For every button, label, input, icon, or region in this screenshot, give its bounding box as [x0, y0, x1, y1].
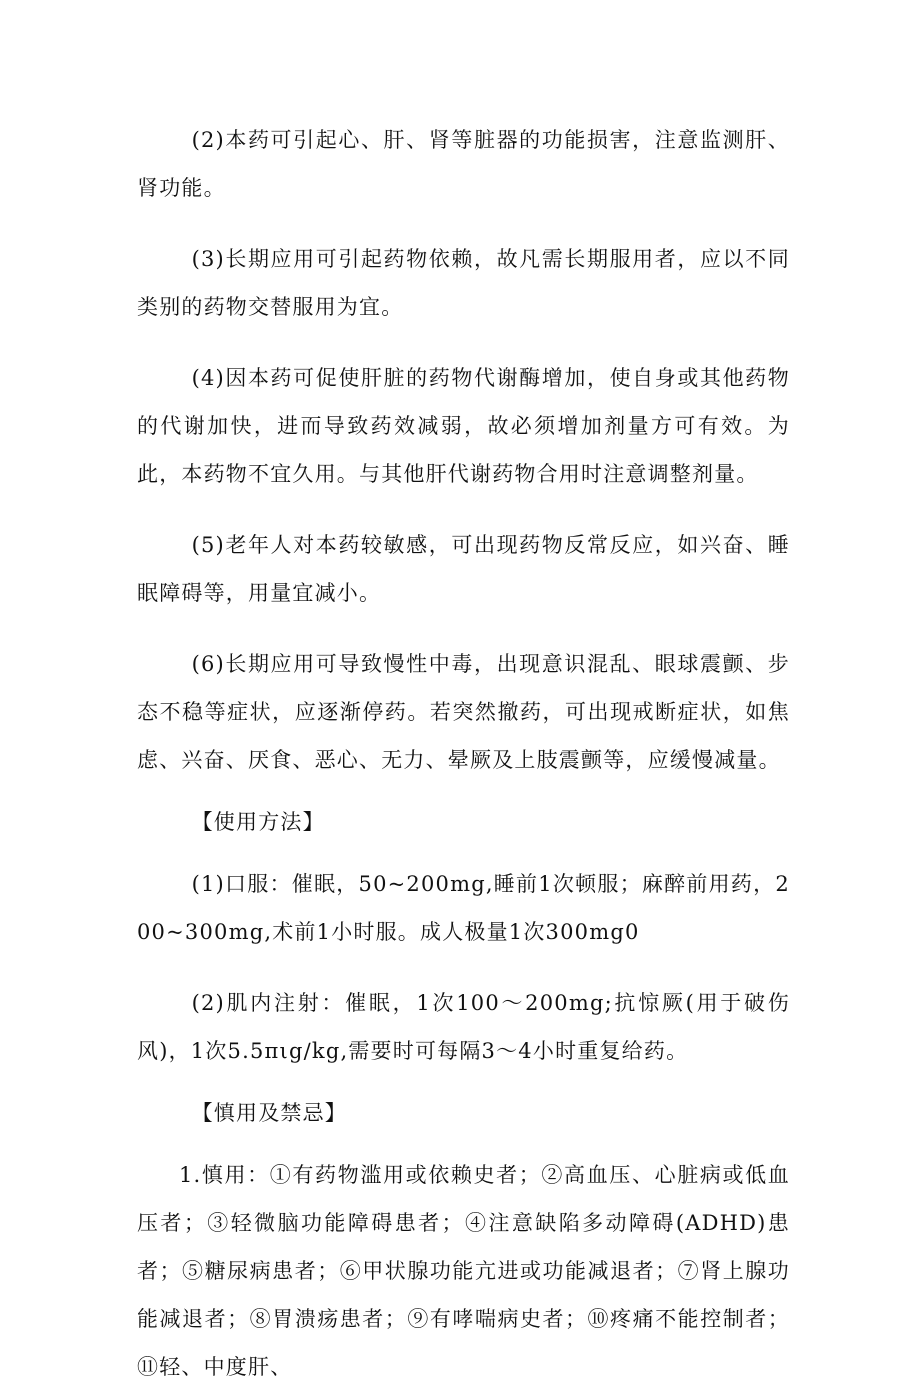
- paragraph-usage-injection: (2)肌内注射：催眠，1次100～200mg;抗惊厥(用于破伤风)，1次5.5πιg∕kg,需要时可每隔3～4小时重复给药。: [137, 991, 790, 1063]
- paragraph-caution-list: 1.慎用：①有药物滥用或依赖史者；②高血压、心脏病或低血压者；③轻微脑功能障碍患者；④注意缺陷多动障碍(ADHD)患者；⑤糖尿病患者；⑥甲状腺功能亢进或功能减退者；⑦肾上腺功能减退者；⑧胃溃疡患者；⑨有哮喘病史者；⑩疼痛不能控制者；⑪轻、中度肝、: [137, 1163, 790, 1379]
- section-heading-usage: 【使用方法】: [191, 810, 325, 834]
- paragraph-usage-oral: (1)口服：催眠，50~200mg,睡前1次顿服；麻醉前用药，200~300mg,术前1小时服。成人极量1次300mg0: [137, 872, 790, 944]
- section-heading-caution: 【慎用及禁忌】: [191, 1101, 347, 1125]
- paragraph-precaution-4: (4)因本药可促使肝脏的药物代谢酶增加，使自身或其他药物的代谢加快，进而导致药效减弱，故必须增加剂量方可有效。为此，本药物不宜久用。与其他肝代谢药物合用时注意调整剂量。: [137, 366, 790, 486]
- paragraph-precaution-3: (3)长期应用可引起药物依赖，故凡需长期服用者，应以不同类别的药物交替服用为宜。: [137, 247, 790, 319]
- paragraph-precaution-5: (5)老年人对本药较敏感，可出现药物反常反应，如兴奋、睡眠障碍等，用量宜减小。: [137, 533, 790, 605]
- paragraph-precaution-2: (2)本药可引起心、肝、肾等脏器的功能损害，注意监测肝、肾功能。: [137, 128, 790, 200]
- paragraph-precaution-6: (6)长期应用可导致慢性中毒，出现意识混乱、眼球震颤、步态不稳等症状，应逐渐停药。若突然撤药，可出现戒断症状，如焦虑、兴奋、厌食、恶心、无力、晕厥及上肢震颤等，应缓慢减量。: [137, 652, 790, 772]
